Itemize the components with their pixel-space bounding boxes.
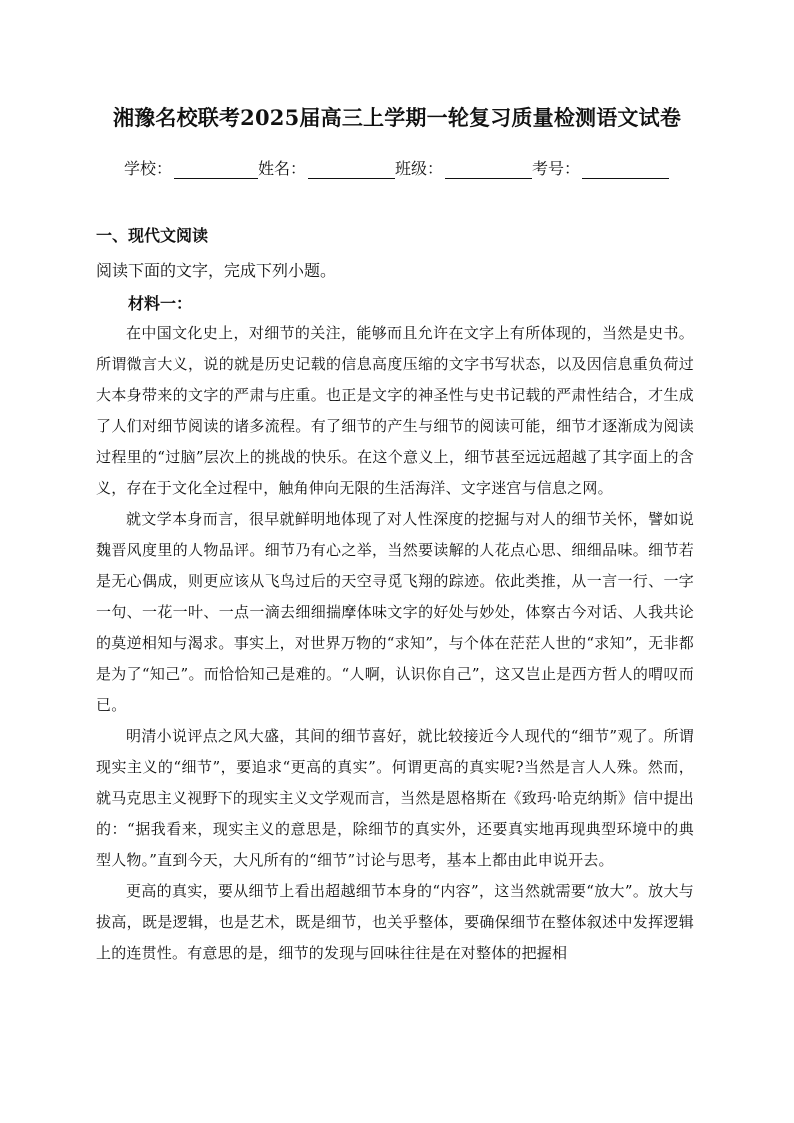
section-heading: 一、现代文阅读 — [96, 226, 209, 245]
school-label: 学校： — [124, 159, 173, 178]
exam-title: 湘豫名校联考2025届高三上学期一轮复习质量检测语文试卷 — [112, 105, 682, 130]
reading-passage — [96, 318, 694, 969]
school-blank — [174, 162, 258, 179]
name-field — [258, 156, 395, 179]
student-info-row — [124, 155, 684, 179]
material-label: 材料一： — [128, 294, 193, 313]
paragraph: 就文学本身而言，很早就鲜明地体现了对人性深度的挖掘与对人的细节关怀，譬如说魏晋风度里的人物品评。细节乃有心之举，当然要读解的人花点心思、细细品味。细节若是无心偶成，则更应该从飞鸟过后的天空寻觅飞翔的踪迹。依此类推，从一言一行、一字一句、一花一叶、一点一滴去细细揣摩体味文字的好处与妙处，体察古今对话、人我共论的莫逆相知与渴求。事实上，对世界万物的“求知”，与个体在茫茫人世的“求知”，无非都是为了“知己”。而恰恰知己是难的。“人啊，认识你自己”，这又岂止是西方哲人的喟叹而已。 — [96, 510, 694, 714]
reading-instruction: 阅读下面的文字，完成下列小题。 — [96, 261, 337, 280]
exam-number-label: 考号： — [532, 159, 581, 178]
school-field — [124, 156, 258, 179]
name-blank — [308, 162, 395, 179]
paragraph: 明清小说评点之风大盛，其间的细节喜好，就比较接近今人现代的“细节”观了。所谓现实主义的“细节”，要追求“更高的真实”。何谓更高的真实呢?当然是言人人殊。然而，就马克思主义视野下的现实主义文学观而言，当然是恩格斯在《致玛·哈克纳斯》信中提出的：“据我看来，现实主义的意思是，除细节的真实外，还要真实地再现典型环境中的典型人物。”直到今天，大凡所有的“细节”讨论与思考，基本上都由此申说开去。 — [96, 727, 694, 869]
exam-number-blank — [582, 162, 669, 179]
exam-number-field — [532, 156, 669, 179]
paragraph: 在中国文化史上，对细节的关注，能够而且允许在文字上有所体现的，当然是史书。所谓微言大义，说的就是历史记载的信息高度压缩的文字书写状态，以及因信息重负荷过大本身带来的文字的严肃与庄重。也正是文字的神圣性与史书记载的严肃性结合，才生成了人们对细节阅读的诸多流程。有了细节的产生与细节的阅读可能，细节才逐渐成为阅读过程里的“过脑”层次上的挑战的快乐。在这个意义上，细节甚至远远超越了其字面上的含义，存在于文化全过程中，触角伸向无限的生活海洋、文字迷宫与信息之网。 — [96, 324, 694, 497]
class-label: 班级： — [395, 159, 444, 178]
name-label: 姓名： — [258, 159, 307, 178]
class-blank — [445, 162, 532, 179]
paragraph: 更高的真实，要从细节上看出超越细节本身的“内容”，这当然就需要“放大”。放大与拔高，既是逻辑，也是艺术，既是细节，也关乎整体，要确保细节在整体叙述中发挥逻辑上的连贯性。有意思的是，细节的发现与回味往往是在对整体的把握相 — [96, 882, 694, 962]
class-field — [395, 156, 532, 179]
